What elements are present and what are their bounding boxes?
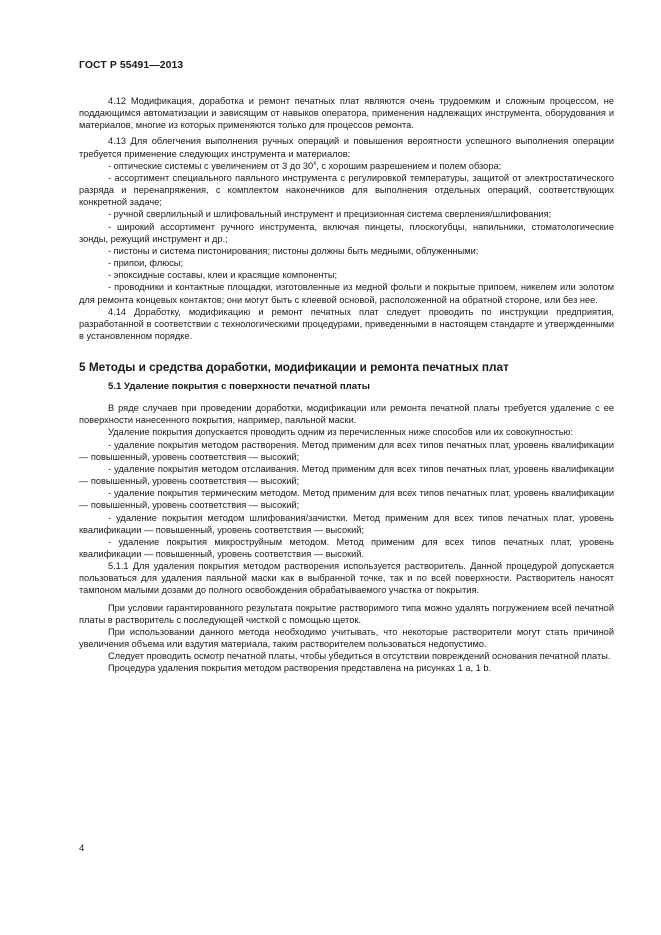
paragraph-immersion: При условии гарантированного результата покрытие растворимого типа можно удалять погружением всей печатной платы в растворитель с последующей чисткой с помощью щеток.: [79, 602, 614, 625]
page-number: 4: [79, 843, 85, 854]
list-item-hand-tools: - широкий ассортимент ручного инструмента, включая пинцеты, плоскогубцы, напильники, стоматологические зонды, режущий инструмент и др.;: [79, 221, 614, 244]
paragraph-5-1-1: 5.1.1 Для удаления покрытия методом растворения используется растворитель. Данной процедурой допускается пользоваться для удаления паяльной маски как в выбранной точке, так и по всей поверхности. Растворитель наносят тампоном малыми дозами до полного освобождения обрабатываемого участка от покрытия.: [79, 561, 614, 596]
list-item-epoxy: - эпоксидные составы, клеи и красящие компоненты;: [108, 270, 338, 281]
list-item-soldering-tools: - ассортимент специального паяльного инструмента с регулировкой температуры, защитой от электростатического разряда и перенапряжения, с комплектом наконечников для выполнения отдельных операций, соответствующих конкретной задаче;: [79, 172, 614, 208]
paragraph-figure-reference: Процедура удаления покрытия методом растворения представлена на рисунках 1 a, 1 b.: [108, 663, 492, 674]
paragraph-5-1-methods-intro: Удаление покрытия допускается проводить одним из перечисленных ниже способов или их совокупностью:: [108, 427, 574, 438]
method-item-thermal: - удаление покрытия термическим методом. Метод применим для всех типов печатных плат, уровень квалификации — повышенный, уровень соответствия — высокий;: [79, 488, 614, 511]
method-item-peeling: - удаление покрытия методом отслаивания. Метод применим для всех типов печатных плат, уровень квалификации — повышенный, уровень соответствия — высокий;: [79, 463, 614, 487]
document-header: ГОСТ Р 55491—2013: [79, 60, 184, 71]
method-item-microblasting: - удаление покрытия микроструйным методом. Метод применим для всех типов печатных плат, уровень квалификации — повышенный, уровень соответствия — высокий.: [79, 536, 614, 559]
list-item-optics-tail: , с хорошим разрешением и полем обзора;: [316, 160, 502, 171]
list-item-drilling-tools: - ручной сверлильный и шлифовальный инструмент и прецизионная система сверления/шлифования;: [108, 209, 552, 220]
section-5-title: 5 Методы и средства доработки, модификации и ремонта печатных плат: [79, 360, 509, 375]
paragraph-4-12: 4.12 Модификация, доработка и ремонт печатных плат являются очень трудоемким и сложным процессом, не поддающимся автоматизации и зависящим от навыков оператора, применения надлежащих инструмента, оборудования и материалов, многие из которых применяются только для процессов ремонта.: [79, 96, 614, 131]
method-item-dissolving: - удаление покрытия методом растворения. Метод применим для всех типов печатных плат, уровень квалификации — повышенный, уровень соответствия — высокий;: [79, 439, 614, 462]
method-item-grinding: - удаление покрытия методом шлифования/зачистки. Метод применим для всех типов печатных плат, уровень квалификации — повышенный, уровень соответствия — высокий;: [79, 512, 614, 535]
paragraph-caution: При использовании данного метода необходимо учитывать, что некоторые растворители могут стать причиной увеличения объема или вздутия материала, таким растворителем пользоваться недопустимо.: [79, 626, 614, 650]
magnification-superscript: х: [313, 160, 317, 167]
subsection-5-1-title: 5.1 Удаление покрытия с поверхности печатной платы: [108, 381, 370, 393]
list-item-optics: [79, 160, 614, 172]
page-body: [79, 95, 614, 675]
paragraph-inspection: Следует проводить осмотр печатной платы, чтобы убедиться в отсутствии повреждений основания печатной платы.: [108, 651, 611, 662]
list-item-optics-text: - оптические системы с увеличением от 3 до 30: [108, 160, 314, 171]
list-item-solders: - припои, флюсы;: [108, 258, 184, 269]
paragraph-5-1-intro: В ряде случаев при проведении доработки, модификации или ремонта печатной платы требуется удаление с ее поверхности нанесенного покрытия, например, паяльной маски.: [79, 403, 614, 426]
paragraph-4-14: 4.14 Доработку, модификацию и ремонт печатных плат следует проводить по инструкции предприятия, разработанной в соответствии с технологическими процедурами, приведенными в настоящем стандарте и утвержденными в установленном порядке.: [79, 306, 614, 341]
list-item-conductors: - проводники и контактные площадки, изготовленные из медной фольги и покрытые припоем, никелем или золотом для ремонта концевых контактов; они могут быть с клеевой основой, расположенной на обратной стороне, или без нее.: [79, 282, 614, 305]
list-item-eyelets: - пистоны и система пистонирования; пистоны должны быть медными, облуженными;: [108, 245, 479, 256]
paragraph-4-13: 4.13 Для облегчения выполнения ручных операций и повышения вероятности успешного выполнения операции требуется применение следующих инструмента и материалов:: [79, 136, 614, 159]
